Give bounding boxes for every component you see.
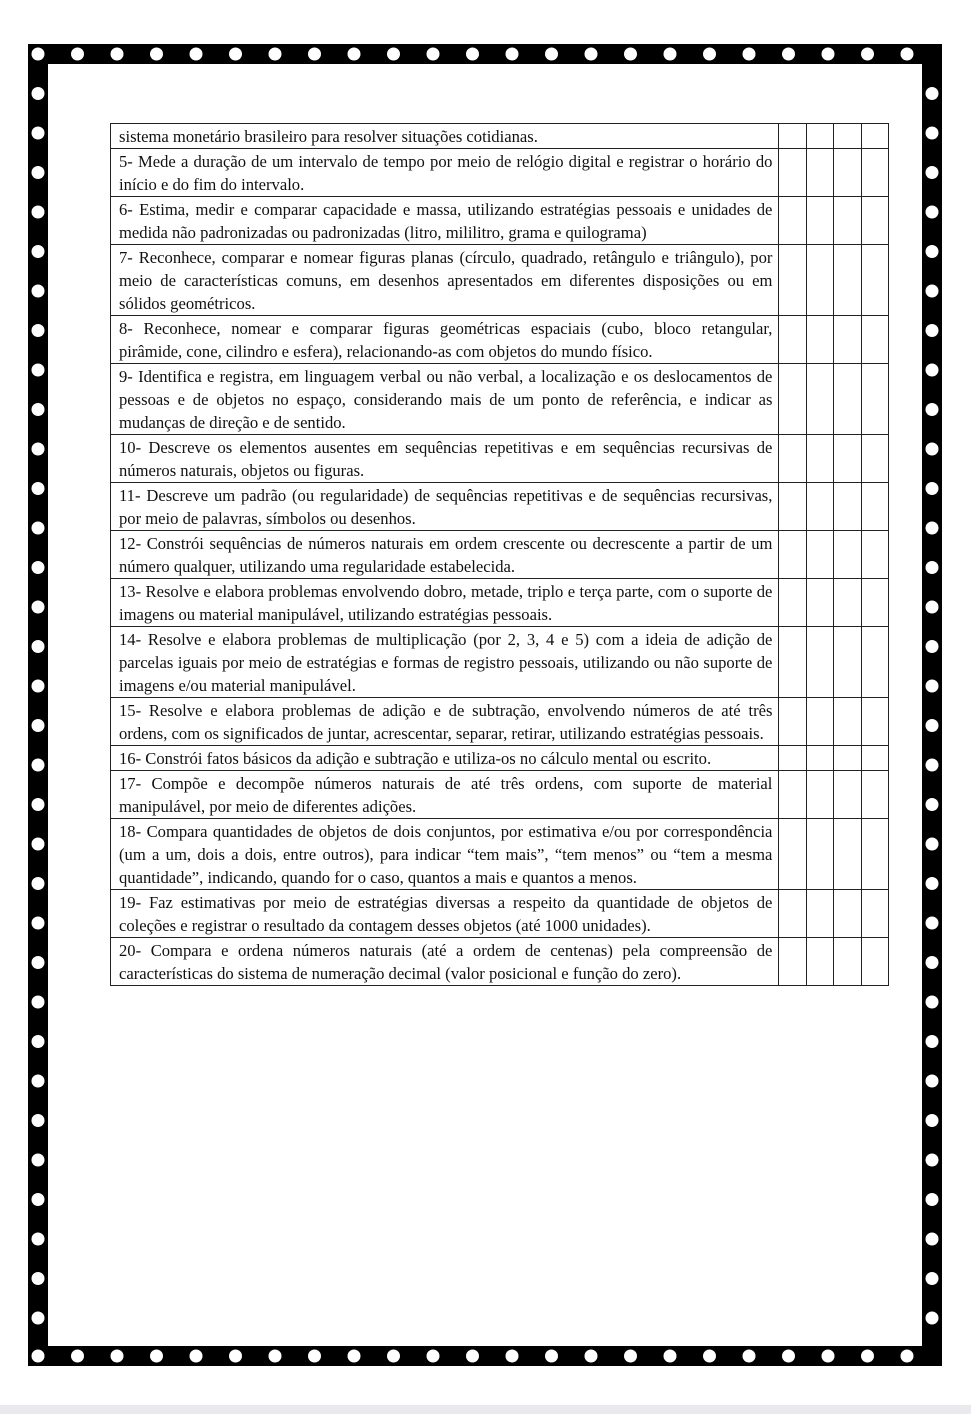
border-dot: [32, 561, 45, 574]
assessment-cell[interactable]: [806, 245, 833, 316]
border-dot: [926, 759, 939, 772]
skill-description: 16- Constrói fatos básicos da adição e subtração e utiliza-os no cálculo mental ou escrito.: [111, 746, 779, 771]
border-dot: [926, 956, 939, 969]
table-row: [111, 483, 889, 531]
border-dot: [822, 1350, 835, 1363]
skill-description: 8- Reconhece, nomear e comparar figuras geométricas espaciais (cubo, bloco retangular, pirâmide, cone, cilindro e esfera), relacionando-as com objetos do mundo físico.: [111, 316, 779, 364]
table-row: [111, 245, 889, 316]
border-dot: [269, 1350, 282, 1363]
assessment-cell[interactable]: [779, 435, 806, 483]
border-dot: [32, 996, 45, 1009]
assessment-cell[interactable]: [779, 771, 806, 819]
table-row: [111, 698, 889, 746]
skill-description: sistema monetário brasileiro para resolver situações cotidianas.: [111, 124, 779, 149]
border-dot: [664, 48, 677, 61]
border-dot: [111, 1350, 124, 1363]
border-dot: [545, 48, 558, 61]
assessment-cell[interactable]: [834, 483, 861, 531]
assessment-cell[interactable]: [861, 124, 888, 149]
assessment-cell[interactable]: [806, 819, 833, 890]
checklist-table: [110, 123, 889, 986]
border-dot: [32, 917, 45, 930]
border-dot: [926, 640, 939, 653]
border-dot: [506, 1350, 519, 1363]
border-dot: [861, 1350, 874, 1363]
assessment-cell[interactable]: [779, 890, 806, 938]
border-dot: [32, 956, 45, 969]
skill-description: 6- Estima, medir e comparar capacidade e massa, utilizando estratégias pessoais e unidades de medida não padronizadas ou padronizadas (litro, mililitro, grama e quilograma): [111, 197, 779, 245]
assessment-cell[interactable]: [834, 124, 861, 149]
assessment-cell[interactable]: [806, 938, 833, 986]
border-dot: [32, 719, 45, 732]
assessment-cell[interactable]: [861, 938, 888, 986]
table-row: [111, 149, 889, 197]
assessment-cell[interactable]: [834, 149, 861, 197]
page-bottom-edge: [0, 1405, 971, 1414]
assessment-cell[interactable]: [834, 627, 861, 698]
table-row: [111, 579, 889, 627]
border-dot: [32, 1272, 45, 1285]
assessment-cell[interactable]: [779, 149, 806, 197]
border-dot: [901, 48, 914, 61]
border-dot: [926, 206, 939, 219]
assessment-cell[interactable]: [834, 435, 861, 483]
assessment-cell[interactable]: [834, 771, 861, 819]
assessment-cell[interactable]: [834, 316, 861, 364]
assessment-cell[interactable]: [779, 938, 806, 986]
assessment-cell[interactable]: [834, 890, 861, 938]
border-dot: [32, 1114, 45, 1127]
assessment-cell[interactable]: [834, 579, 861, 627]
border-dot: [506, 48, 519, 61]
border-dot: [926, 443, 939, 456]
table-row: [111, 124, 889, 149]
assessment-cell[interactable]: [861, 627, 888, 698]
border-dot: [229, 1350, 242, 1363]
border-dot: [743, 1350, 756, 1363]
border-dot: [926, 166, 939, 179]
assessment-cell[interactable]: [861, 245, 888, 316]
border-dot: [32, 1193, 45, 1206]
assessment-cell[interactable]: [806, 316, 833, 364]
assessment-cell[interactable]: [779, 124, 806, 149]
assessment-cell[interactable]: [779, 579, 806, 627]
border-dot: [861, 48, 874, 61]
border-dot: [229, 48, 242, 61]
assessment-cell[interactable]: [834, 819, 861, 890]
skill-description: 10- Descreve os elementos ausentes em sequências repetitivas e em sequências recursivas de números naturais, objetos ou figuras.: [111, 435, 779, 483]
border-dot: [703, 1350, 716, 1363]
border-dot: [32, 443, 45, 456]
border-dot: [926, 1075, 939, 1088]
skill-description: 15- Resolve e elabora problemas de adição e de subtração, envolvendo números de até três ordens, com os significados de juntar, acrescentar, separar, retirar, utilizando estratégias pessoais.: [111, 698, 779, 746]
assessment-cell[interactable]: [779, 316, 806, 364]
border-dot: [150, 1350, 163, 1363]
border-dot: [926, 1272, 939, 1285]
skills-checklist: [110, 123, 889, 986]
border-dot: [32, 364, 45, 377]
assessment-cell[interactable]: [834, 245, 861, 316]
border-dot: [32, 206, 45, 219]
border-dot: [926, 917, 939, 930]
skill-description: 5- Mede a duração de um intervalo de tempo por meio de relógio digital e registrar o horário do início e do fim do intervalo.: [111, 149, 779, 197]
border-dot: [926, 680, 939, 693]
border-dot: [926, 87, 939, 100]
border-dot: [71, 48, 84, 61]
skill-description: 11- Descreve um padrão (ou regularidade) de sequências repetitivas e de sequências recursivas, por meio de palavras, símbolos ou desenhos.: [111, 483, 779, 531]
border-dot: [32, 166, 45, 179]
assessment-cell[interactable]: [779, 531, 806, 579]
assessment-cell[interactable]: [806, 124, 833, 149]
checklist-body: [111, 124, 889, 986]
assessment-cell[interactable]: [779, 746, 806, 771]
border-dot: [32, 1075, 45, 1088]
assessment-cell[interactable]: [806, 627, 833, 698]
assessment-cell[interactable]: [861, 771, 888, 819]
border-dot: [32, 877, 45, 890]
border-dot: [926, 561, 939, 574]
assessment-cell[interactable]: [861, 579, 888, 627]
table-row: [111, 771, 889, 819]
assessment-cell[interactable]: [861, 890, 888, 938]
skill-description: 19- Faz estimativas por meio de estratégias diversas a respeito da quantidade de objetos de coleções e registrar o resultado da contagem desses objetos (até 1000 unidades).: [111, 890, 779, 938]
border-dot: [32, 1035, 45, 1048]
border-dot: [32, 1154, 45, 1167]
assessment-cell[interactable]: [806, 435, 833, 483]
border-dot: [926, 877, 939, 890]
border-dot: [111, 48, 124, 61]
border-dot: [387, 1350, 400, 1363]
assessment-cell[interactable]: [806, 698, 833, 746]
border-dot: [32, 1350, 45, 1363]
border-dot: [926, 798, 939, 811]
skill-description: 13- Resolve e elabora problemas envolvendo dobro, metade, triplo e terça parte, com o suporte de imagens ou material manipulável, utilizando estratégias pessoais.: [111, 579, 779, 627]
border-dot: [32, 1233, 45, 1246]
assessment-cell[interactable]: [779, 483, 806, 531]
assessment-cell[interactable]: [834, 197, 861, 245]
assessment-cell[interactable]: [806, 364, 833, 435]
table-row: [111, 938, 889, 986]
border-dot: [32, 838, 45, 851]
border-dot: [926, 364, 939, 377]
border-dot: [926, 996, 939, 1009]
skill-description: 12- Constrói sequências de números naturais em ordem crescente ou decrescente a partir de um número qualquer, utilizando uma regularidade estabelecida.: [111, 531, 779, 579]
assessment-cell[interactable]: [806, 483, 833, 531]
assessment-cell[interactable]: [806, 197, 833, 245]
table-row: [111, 316, 889, 364]
border-dot: [926, 1154, 939, 1167]
assessment-cell[interactable]: [779, 245, 806, 316]
border-dot: [387, 48, 400, 61]
border-dot: [32, 680, 45, 693]
border-dot: [348, 1350, 361, 1363]
border-dot: [926, 601, 939, 614]
assessment-cell[interactable]: [806, 890, 833, 938]
skill-description: 9- Identifica e registra, em linguagem verbal ou não verbal, a localização e os deslocamentos de pessoas e de objetos no espaço, considerando mais de um ponto de referência, e indicar as mudanças de direção e de sentido.: [111, 364, 779, 435]
border-dot: [190, 48, 203, 61]
assessment-cell[interactable]: [861, 197, 888, 245]
border-dot: [901, 1350, 914, 1363]
border-dot: [926, 1233, 939, 1246]
border-dot: [926, 285, 939, 298]
border-dot: [32, 640, 45, 653]
border-dot: [427, 1350, 440, 1363]
skill-description: 17- Compõe e decompõe números naturais de até três ordens, com suporte de material manipulável, por meio de diferentes adições.: [111, 771, 779, 819]
table-row: [111, 531, 889, 579]
border-dot: [926, 719, 939, 732]
border-dot: [32, 403, 45, 416]
border-dot: [32, 245, 45, 258]
assessment-cell[interactable]: [779, 364, 806, 435]
border-dot: [585, 48, 598, 61]
table-row: [111, 197, 889, 245]
border-dot: [545, 1350, 558, 1363]
border-dot: [32, 324, 45, 337]
border-dot: [32, 127, 45, 140]
table-row: [111, 819, 889, 890]
border-dot: [308, 48, 321, 61]
border-dot: [71, 1350, 84, 1363]
border-dot: [782, 1350, 795, 1363]
table-row: [111, 627, 889, 698]
border-dot: [703, 48, 716, 61]
border-dot: [585, 1350, 598, 1363]
skill-description: 18- Compara quantidades de objetos de dois conjuntos, por estimativa e/ou por correspondência (um a um, dois a dois, entre outros), para indicar “tem mais”, “tem menos” ou “tem a mesma quantidade”, indicando, quando for o caso, quantos a mais e quantos a menos.: [111, 819, 779, 890]
border-dot: [466, 1350, 479, 1363]
assessment-cell[interactable]: [861, 531, 888, 579]
border-dot: [926, 1114, 939, 1127]
border-dot: [926, 482, 939, 495]
border-dot: [466, 48, 479, 61]
border-dot: [664, 1350, 677, 1363]
border-dot: [427, 48, 440, 61]
border-dot: [624, 48, 637, 61]
table-row: [111, 435, 889, 483]
border-dot: [926, 245, 939, 258]
border-dot: [32, 798, 45, 811]
border-dot: [822, 48, 835, 61]
assessment-cell[interactable]: [806, 531, 833, 579]
border-dot: [32, 285, 45, 298]
assessment-cell[interactable]: [861, 316, 888, 364]
border-dot: [32, 48, 45, 61]
border-dot: [926, 838, 939, 851]
assessment-cell[interactable]: [806, 771, 833, 819]
border-dot: [190, 1350, 203, 1363]
assessment-cell[interactable]: [779, 197, 806, 245]
assessment-cell[interactable]: [861, 149, 888, 197]
border-dot: [782, 48, 795, 61]
border-dot: [926, 1035, 939, 1048]
assessment-cell[interactable]: [861, 435, 888, 483]
border-dot: [308, 1350, 321, 1363]
border-dot: [32, 1312, 45, 1325]
assessment-cell[interactable]: [861, 746, 888, 771]
border-dot: [348, 48, 361, 61]
assessment-cell[interactable]: [806, 149, 833, 197]
border-dot: [926, 1312, 939, 1325]
skill-description: 7- Reconhece, comparar e nomear figuras planas (círculo, quadrado, retângulo e triângulo), por meio de características comuns, em desenhos apresentados em diferentes disposições ou em sólidos geométricos.: [111, 245, 779, 316]
assessment-cell[interactable]: [834, 746, 861, 771]
border-dot: [150, 48, 163, 61]
assessment-cell[interactable]: [834, 938, 861, 986]
table-row: [111, 364, 889, 435]
assessment-cell[interactable]: [861, 483, 888, 531]
border-dot: [624, 1350, 637, 1363]
assessment-cell[interactable]: [861, 819, 888, 890]
border-dot: [32, 482, 45, 495]
border-dot: [32, 601, 45, 614]
table-row: [111, 746, 889, 771]
assessment-cell[interactable]: [861, 364, 888, 435]
border-dot: [32, 87, 45, 100]
assessment-cell[interactable]: [834, 698, 861, 746]
border-dot: [32, 522, 45, 535]
border-dot: [269, 48, 282, 61]
assessment-cell[interactable]: [861, 698, 888, 746]
border-dot: [926, 324, 939, 337]
assessment-cell[interactable]: [834, 364, 861, 435]
border-dot: [926, 1193, 939, 1206]
assessment-cell[interactable]: [806, 746, 833, 771]
border-dot: [926, 127, 939, 140]
assessment-cell[interactable]: [779, 819, 806, 890]
assessment-cell[interactable]: [779, 698, 806, 746]
skill-description: 20- Compara e ordena números naturais (até a ordem de centenas) pela compreensão de características do sistema de numeração decimal (valor posicional e função do zero).: [111, 938, 779, 986]
assessment-cell[interactable]: [806, 579, 833, 627]
assessment-cell[interactable]: [834, 531, 861, 579]
border-dot: [743, 48, 756, 61]
border-dot: [926, 522, 939, 535]
border-dot: [32, 759, 45, 772]
table-row: [111, 890, 889, 938]
assessment-cell[interactable]: [779, 627, 806, 698]
skill-description: 14- Resolve e elabora problemas de multiplicação (por 2, 3, 4 e 5) com a ideia de adição de parcelas iguais por meio de estratégias e formas de registro pessoais, utilizando ou não suporte de imagens e/ou material manipulável.: [111, 627, 779, 698]
border-dot: [926, 403, 939, 416]
